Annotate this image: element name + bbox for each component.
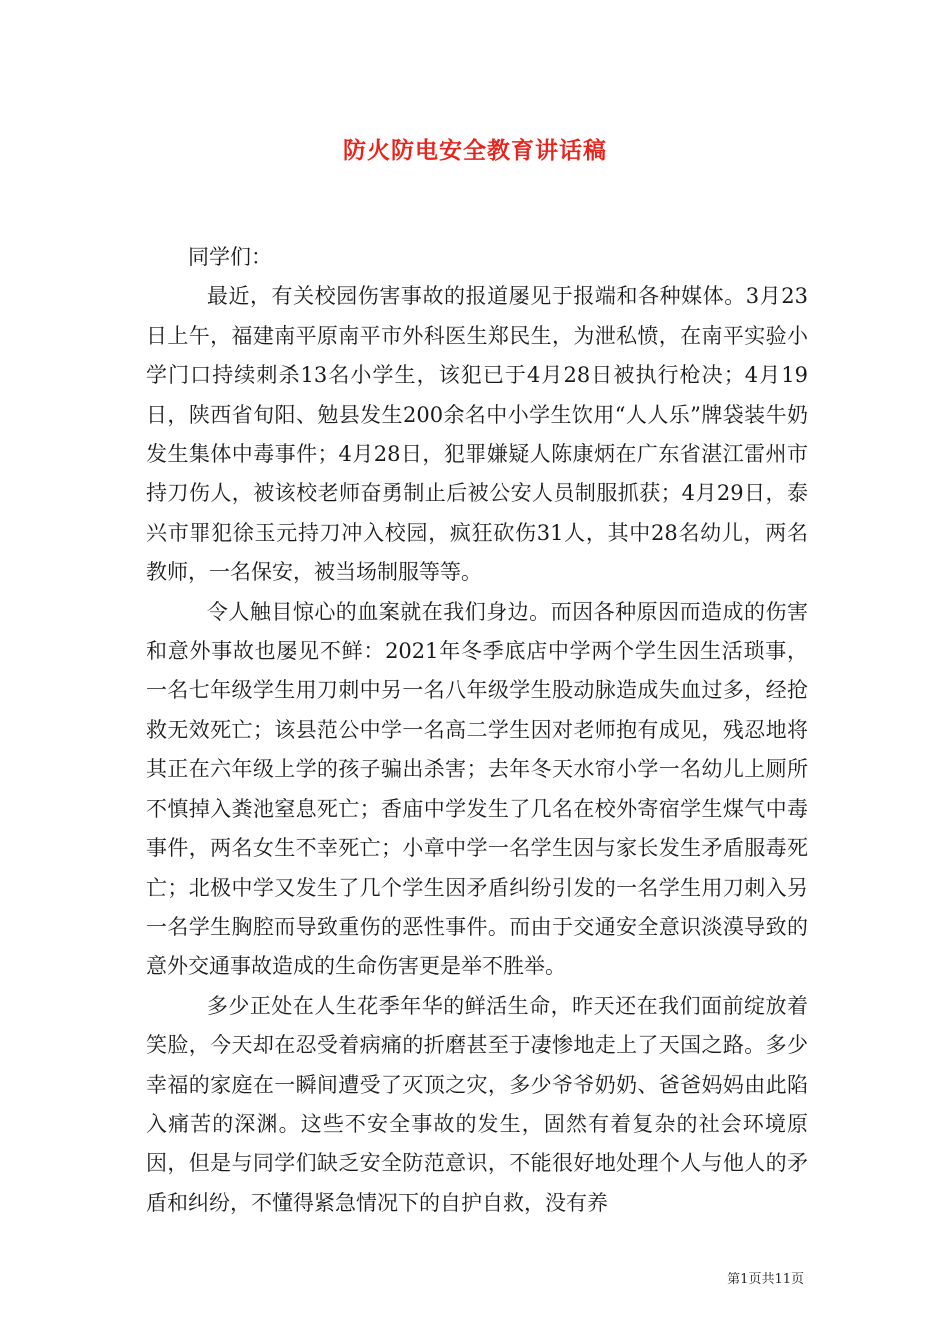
page-number: 第1页共11页 — [727, 1272, 804, 1287]
paragraph-3: 多少正处在人生花季年华的鲜活生命，昨天还在我们面前绽放着笑脸，今天却在忍受着病痛的折磨甚至于凄惨地走上了天国之路。多少幸福的家庭在一瞬间遭受了灭顶之灾，多少爷爷奶奶、爸爸妈妈由此陷入痛苦的深渊。这些不安全事故的发生，固然有着复杂的社会环境原因，但是与同学们缺乏安全防范意识，不能很好地处理个人与他人的矛盾和纠纷，不懂得紧急情况下的自护自救，没有养 — [146, 993, 808, 1215]
salutation: 同学们： — [188, 245, 272, 269]
paragraph-2: 令人触目惊心的血案就在我们身边。而因各种原因而造成的伤害和意外事故也屡见不鲜：2021年冬季底店中学两个学生因生活琐事，一名七年级学生用刀刺中另一名八年级学生股动脉造成失血过多，经抢救无效死亡；该县范公中学一名高二学生因对老师抱有成见，残忍地将其正在六年级上学的孩子骗出杀害；去年冬天水帘小学一名幼儿上厕所不慎掉入粪池窒息死亡；香庙中学发生了几名在校外寄宿学生煤气中毒事件，两名女生不幸死亡；小章中学一名学生因与家长发生矛盾服毒死亡；北极中学又发生了几个学生因矛盾纠纷引发的一名学生用刀刺入另一名学生胸腔而导致重伤的恶性事件。而由于交通安全意识淡漠导致的意外交通事故造成的生命伤害更是举不胜举。 — [146, 599, 808, 979]
paragraph-1: 最近，有关校园伤害事故的报道屡见于报端和各种媒体。3月23日上午，福建南平原南平市外科医生郑民生，为泄私愤，在南平实验小学门口持续刺杀13名小学生，该犯已于4月28日被执行枪决；4月19日，陕西省旬阳、勉县发生200余名中小学生饮用“人人乐”牌袋装牛奶发生集体中毒事件；4月28日，犯罪嫌疑人陈康炳在广东省湛江雷州市持刀伤人，被该校老师奋勇制止后被公安人员制服抓获；4月29日，泰兴市罪犯徐玉元持刀冲入校园，疯狂砍伤31人，其中28名幼儿，两名教师，一名保安，被当场制服等等。 — [146, 284, 808, 585]
document-title: 防火防电安全教育讲话稿 — [343, 137, 607, 164]
document-body — [146, 238, 808, 1223]
